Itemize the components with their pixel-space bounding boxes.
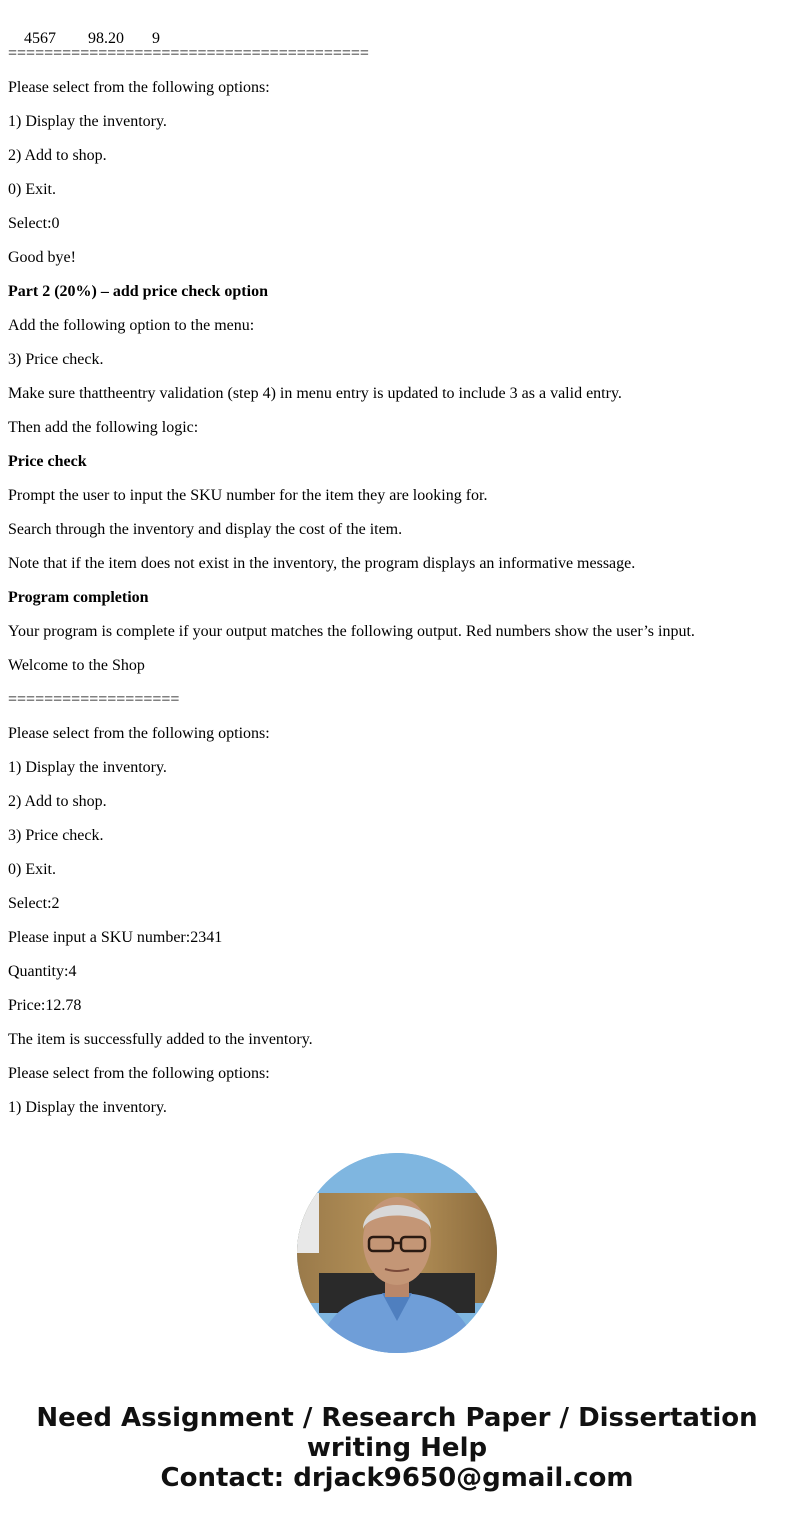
completion-text: Your program is complete if your output matches the following output. Red numbers show the user’s input. [8, 623, 695, 640]
completion-heading: Program completion [8, 589, 149, 606]
document-body [8, 10, 786, 1132]
sample-quantity: Quantity:4 [8, 963, 77, 980]
sample-price: Price:12.78 [8, 997, 82, 1014]
sample-added: The item is successfully added to the inventory. [8, 1031, 313, 1048]
sample-option-display: 1) Display the inventory. [8, 759, 167, 776]
sample-option-price-check: 3) Price check. [8, 827, 104, 844]
part2-option-price-check: 3) Price check. [8, 351, 104, 368]
menu-prompt: Please select from the following options: [8, 79, 270, 96]
sample-select: Select:2 [8, 895, 60, 912]
price-check-step1: Prompt the user to input the SKU number for the item they are looking for. [8, 487, 488, 504]
separator-line: ======================================== [8, 45, 369, 62]
menu-option-exit: 0) Exit. [8, 181, 56, 198]
price-check-heading: Price check [8, 453, 87, 470]
sample-welcome: Welcome to the Shop [8, 657, 145, 674]
footer-line-1: Need Assignment / Research Paper / Dissertation [36, 1403, 758, 1433]
author-avatar [297, 1153, 497, 1353]
sample-prompt: Please select from the following options: [8, 725, 270, 742]
part2-then: Then add the following logic: [8, 419, 199, 436]
part2-add-option: Add the following option to the menu: [8, 317, 255, 334]
inventory-qty: 9 [152, 30, 160, 47]
sample-option-add: 2) Add to shop. [8, 793, 107, 810]
price-check-step2: Search through the inventory and display the cost of the item. [8, 521, 403, 538]
inventory-row [8, 10, 786, 47]
sample-option-exit: 0) Exit. [8, 861, 56, 878]
inventory-price: 98.20 [88, 30, 124, 47]
sample-option-display-again: 1) Display the inventory. [8, 1099, 167, 1116]
footer-banner [0, 1403, 794, 1493]
footer-line-2: writing Help [306, 1433, 488, 1463]
sample-separator: =================== [8, 691, 180, 708]
sample-prompt-again: Please select from the following options: [8, 1065, 270, 1082]
footer-contact: Contact: drjack9650@gmail.com [160, 1463, 634, 1493]
part2-validation: Make sure thattheentry validation (step 4) in menu entry is updated to include 3 as a valid entry. [8, 385, 622, 402]
sample-sku-input: Please input a SKU number:2341 [8, 929, 223, 946]
inventory-sku: 4567 [24, 30, 56, 47]
author-portrait-icon [297, 1153, 497, 1353]
part2-heading: Part 2 (20%) – add price check option [8, 283, 268, 300]
goodbye-text: Good bye! [8, 249, 76, 266]
price-check-note: Note that if the item does not exist in the inventory, the program displays an informative message. [8, 555, 636, 572]
menu-option-display: 1) Display the inventory. [8, 113, 167, 130]
menu-select: Select:0 [8, 215, 60, 232]
menu-option-add: 2) Add to shop. [8, 147, 107, 164]
